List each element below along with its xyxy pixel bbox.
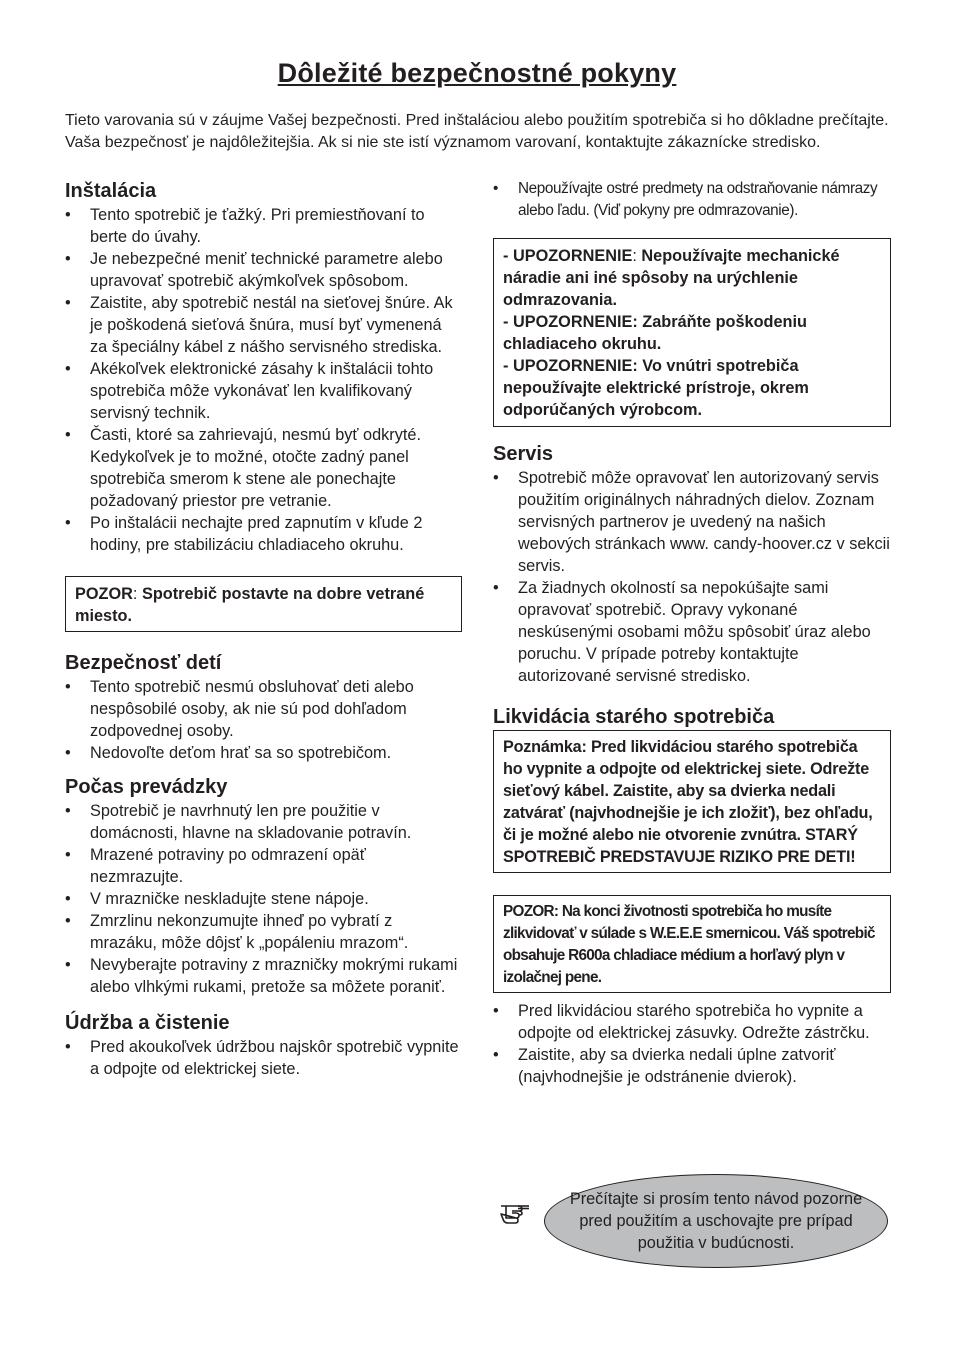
section-heading-children: Bezpečnosť detí <box>65 652 222 674</box>
weee-caution-box: POZOR: Na konci životnosti spotrebiča ho musíte zlikvidovať v súlade s W.E.E.E smernicou. Váš spotrebič obsahuje R600a chladiace médium a horľavý plyn v izolačnej pene. <box>493 895 891 993</box>
page-title: Dôležité bezpečnostné pokyny <box>277 58 677 88</box>
list-item: • Časti, ktoré sa zahrievajú, nesmú byť odkryté. Kedykoľvek je to možné, otočte zadný panel spotrebiča smerom k stene ale ponechajte požadovaný priestor pre vetranie. <box>65 424 462 512</box>
list-item: • Pred likvidáciou starého spotrebiča ho vypnite a odpojte od elektrickej zásuvky. Odrežte zástrčku. <box>493 1000 891 1044</box>
list-item: • Tento spotrebič nesmú obsluhovať deti alebo nespôsobilé osoby, ak nie sú pod dohľadom zodpovednej osoby. <box>65 676 462 742</box>
section-heading-operation: Počas prevádzky <box>65 776 228 798</box>
warning-line-1 <box>503 245 881 311</box>
children-list <box>65 676 462 764</box>
final-note-ellipse <box>544 1174 888 1268</box>
list-item: • Nedovoľte deťom hrať sa so spotrebičom. <box>65 742 462 764</box>
maintenance-list <box>65 1036 462 1080</box>
list-item: • Nevyberajte potraviny z mrazničky mokrými rukami alebo vlhkými rukami, pretože sa môžete poraniť. <box>65 954 462 998</box>
right-column <box>493 178 891 1088</box>
caution-text: Spotrebič postavte na dobre vetrané miesto. <box>75 585 425 625</box>
warning-separator: : <box>632 247 642 265</box>
list-item: • Pred akoukoľvek údržbou najskôr spotrebič vypnite a odpojte od elektrickej siete. <box>65 1036 462 1080</box>
list-item: • Zaistite, aby spotrebič nestál na sieťovej šnúre. Ak je poškodená sieťová šnúra, musí byť vymenená za špeciálny kábel z nášho servisného strediska. <box>65 292 462 358</box>
left-column <box>65 178 462 1080</box>
warning-text: Nepoužívajte mechanické náradie ani iné spôsoby na urýchlenie odmrazovania. <box>503 247 840 309</box>
list-item: • Mrazené potraviny po odmrazení opäť nezmrazujte. <box>65 844 462 888</box>
final-note-text: Prečítajte si prosím tento návod pozorne pred použitím a uschovajte pre prípad použitia v budúcnosti. <box>569 1190 863 1252</box>
pointing-hand-icon <box>498 1196 532 1226</box>
caution-label: POZOR <box>75 585 133 603</box>
list-item: • Nepoužívajte ostré predmety na odstraňovanie námrazy alebo ľadu. (Viď pokyny pre odmrazovanie). <box>493 178 891 222</box>
final-note <box>498 1174 892 1270</box>
disposal-list <box>493 1000 891 1088</box>
installation-list <box>65 204 462 556</box>
section-heading-installation: Inštalácia <box>65 180 157 202</box>
list-item: • Za žiadnych okolností sa nepokúšajte sami opravovať spotrebič. Opravy vykonané neskúsenými osobami môžu spôsobiť úraz alebo poruchu. V prípade potreby kontaktujte autorizované servisné stredisko. <box>493 577 891 687</box>
defrost-list <box>493 178 891 222</box>
list-item: • Spotrebič je navrhnutý len pre použitie v domácnosti, hlavne na skladovanie potravín. <box>65 800 462 844</box>
caution-separator: : <box>132 585 142 603</box>
warning-label: - UPOZORNENIE <box>503 247 633 265</box>
list-item: • V mrazničke neskladujte stene nápoje. <box>65 888 462 910</box>
disposal-note-box: Poznámka: Pred likvidáciou starého spotrebiča ho vypnite a odpojte od elektrickej siete. Odrežte sieťový kábel. Zaistite, aby sa dvierka nedali zatvárať (najvhodnejšie je ich zložiť), bez ohľadu, či je možné alebo nie otvorenie zvnútra. STARÝ SPOTREBIČ PREDSTAVUJE RIZIKO PRE DETI! <box>493 730 891 873</box>
service-list <box>493 467 891 687</box>
warning-line-3: - UPOZORNENIE: Vo vnútri spotrebiča nepoužívajte elektrické prístroje, okrem odporúčaných výrobcom. <box>503 357 809 419</box>
section-heading-maintenance: Údržba a čistenie <box>65 1012 230 1034</box>
section-heading-service: Servis <box>493 443 554 465</box>
list-item: • Tento spotrebič je ťažký. Pri premiestňovaní to berte do úvahy. <box>65 204 462 248</box>
list-item: • Je nebezpečné meniť technické parametre alebo upravovať spotrebič akýmkoľvek spôsobom. <box>65 248 462 292</box>
list-item: • Akékoľvek elektronické zásahy k inštalácii tohto spotrebiča môže vykonávať len kvalifikovaný servisný technik. <box>65 358 462 424</box>
list-item: • Zmrzlinu nekonzumujte ihneď po vybratí z mrazáku, môže dôjsť k „popáleniu mrazom“. <box>65 910 462 954</box>
section-heading-disposal: Likvidácia starého spotrebiča <box>493 706 775 728</box>
warning-box-defrost <box>493 238 891 427</box>
list-item: • Po inštalácii nechajte pred zapnutím v kľude 2 hodiny, pre stabilizáciu chladiaceho okruhu. <box>65 512 462 556</box>
caution-box-ventilation <box>65 576 462 632</box>
list-item: • Zaistite, aby sa dvierka nedali úplne zatvoriť (najvhodnejšie je odstránenie dvierok). <box>493 1044 891 1088</box>
intro-paragraph: Tieto varovania sú v záujme Vašej bezpečnosti. Pred inštaláciou alebo použitím spotrebiča si ho dôkladne prečítajte. Vaša bezpečnosť je najdôležitejšia. Ak si nie ste istí významom varovaní, kontaktujte zákaznícke stredisko. <box>65 112 889 151</box>
warning-line-2: - UPOZORNENIE: Zabráňte poškodeniu chladiaceho okruhu. <box>503 313 807 353</box>
list-item: • Spotrebič môže opravovať len autorizovaný servis použitím originálnych náhradných dielov. Zoznam servisných partnerov je uvedený na našich webových stránkach www. candy-hoover.cz v sekcii servis. <box>493 467 891 577</box>
operation-list <box>65 800 462 998</box>
